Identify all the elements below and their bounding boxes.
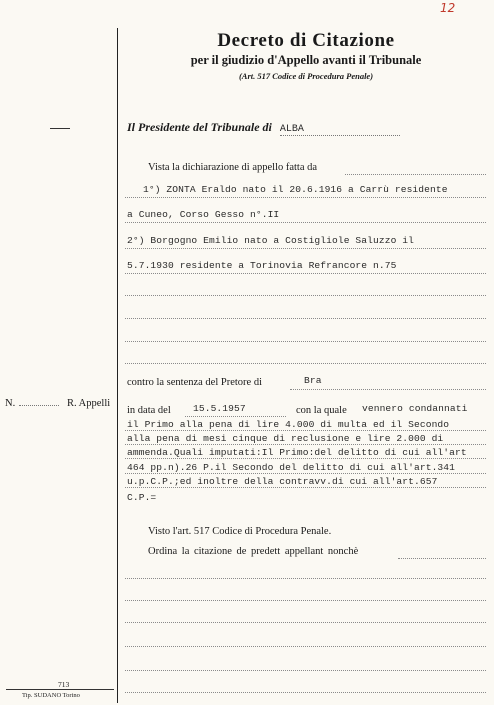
sentence-date: 15.5.1957: [193, 403, 246, 414]
sentence-line-5: u.p.C.P.;ed inoltre della contravv.di cui all'art.657: [127, 476, 438, 487]
date-label: in data del: [127, 405, 171, 416]
orders-text: Ordina la citazione de predett appellant nonchè: [148, 546, 359, 557]
dotted-line: [125, 295, 486, 296]
dotted-line: [125, 487, 486, 488]
sentence-line-4: 464 pp.n).26 P.il Secondo del delitto di cui all'art.341: [127, 462, 456, 473]
sentence-line-6: C.P.=: [127, 492, 157, 503]
sentence-line-0: vennero condannati: [362, 403, 468, 414]
page-title: Decreto di Citazione: [217, 30, 395, 51]
president-row: [127, 118, 400, 136]
dotted-line: [185, 416, 286, 417]
dotted-line: [345, 174, 486, 175]
footer-rule: [6, 689, 114, 690]
dotted-line: [125, 430, 486, 431]
dotted-line: [125, 473, 486, 474]
dotted-line: [125, 248, 486, 249]
margin-dash: [50, 128, 70, 129]
sentence-line-1: il Primo alla pena di lire 4.000 di multa ed il Secondo: [127, 419, 450, 430]
printer-imprint: Tip. SUDANO Torino: [22, 692, 80, 699]
margin-divider-line: [117, 28, 118, 703]
sentence-line-2: alla pena di mesi cinque di reclusione e lire 2.000 di: [127, 433, 444, 444]
page-subtitle: per il giudizio d'Appello avanti il Tribunale: [190, 53, 422, 67]
dotted-line: [125, 622, 486, 623]
margin-appelli-label: R. Appelli: [67, 398, 111, 409]
pretore-city: Bra: [304, 375, 322, 386]
appellant-line-1: 1°) ZONTA Eraldo nato il 20.6.1916 a Carrù residente: [143, 184, 448, 195]
dotted-line: [125, 363, 486, 364]
dotted-line: [125, 273, 486, 274]
seen-article: Visto l'art. 517 Codice di Procedura Penale.: [148, 526, 332, 537]
dotted-line: [125, 458, 486, 459]
tribunal-city: ALBA: [280, 124, 400, 136]
with-which-label: con la quale: [296, 405, 347, 416]
dotted-line: [125, 692, 486, 693]
dotted-line: [125, 341, 486, 342]
dotted-line: [125, 646, 486, 647]
dotted-line: [125, 444, 486, 445]
appellant-line-4: 5.7.1930 residente a Torinovia Refrancore n.75: [127, 260, 397, 271]
president-label: Il Presidente del Tribunale di: [127, 120, 272, 134]
appellant-line-3: 2°) Borgogno Emilio nato a Costigliole Saluzzo il: [127, 235, 415, 246]
appellant-line-2: a Cuneo, Corso Gesso n°.II: [127, 209, 280, 220]
sentence-label: contro la sentenza del Pretore di: [127, 377, 262, 388]
margin-n-label: N.: [5, 398, 59, 409]
form-number: 713: [58, 680, 70, 689]
page-number: 12: [440, 1, 456, 15]
dotted-line: [125, 222, 486, 223]
appeal-intro: Vista la dichiarazione di appello fatta da: [148, 162, 318, 173]
dotted-line: [125, 670, 486, 671]
law-reference: (Art. 517 Codice di Procedura Penale): [238, 71, 374, 81]
dotted-line: [125, 600, 486, 601]
dotted-line: [125, 197, 486, 198]
dotted-line: [125, 578, 486, 579]
dotted-line: [290, 389, 486, 390]
dotted-line: [398, 558, 486, 559]
sentence-line-3: ammenda.Quali imputati:Il Primo:del delitto di cui all'art: [127, 447, 467, 458]
dotted-line: [125, 318, 486, 319]
